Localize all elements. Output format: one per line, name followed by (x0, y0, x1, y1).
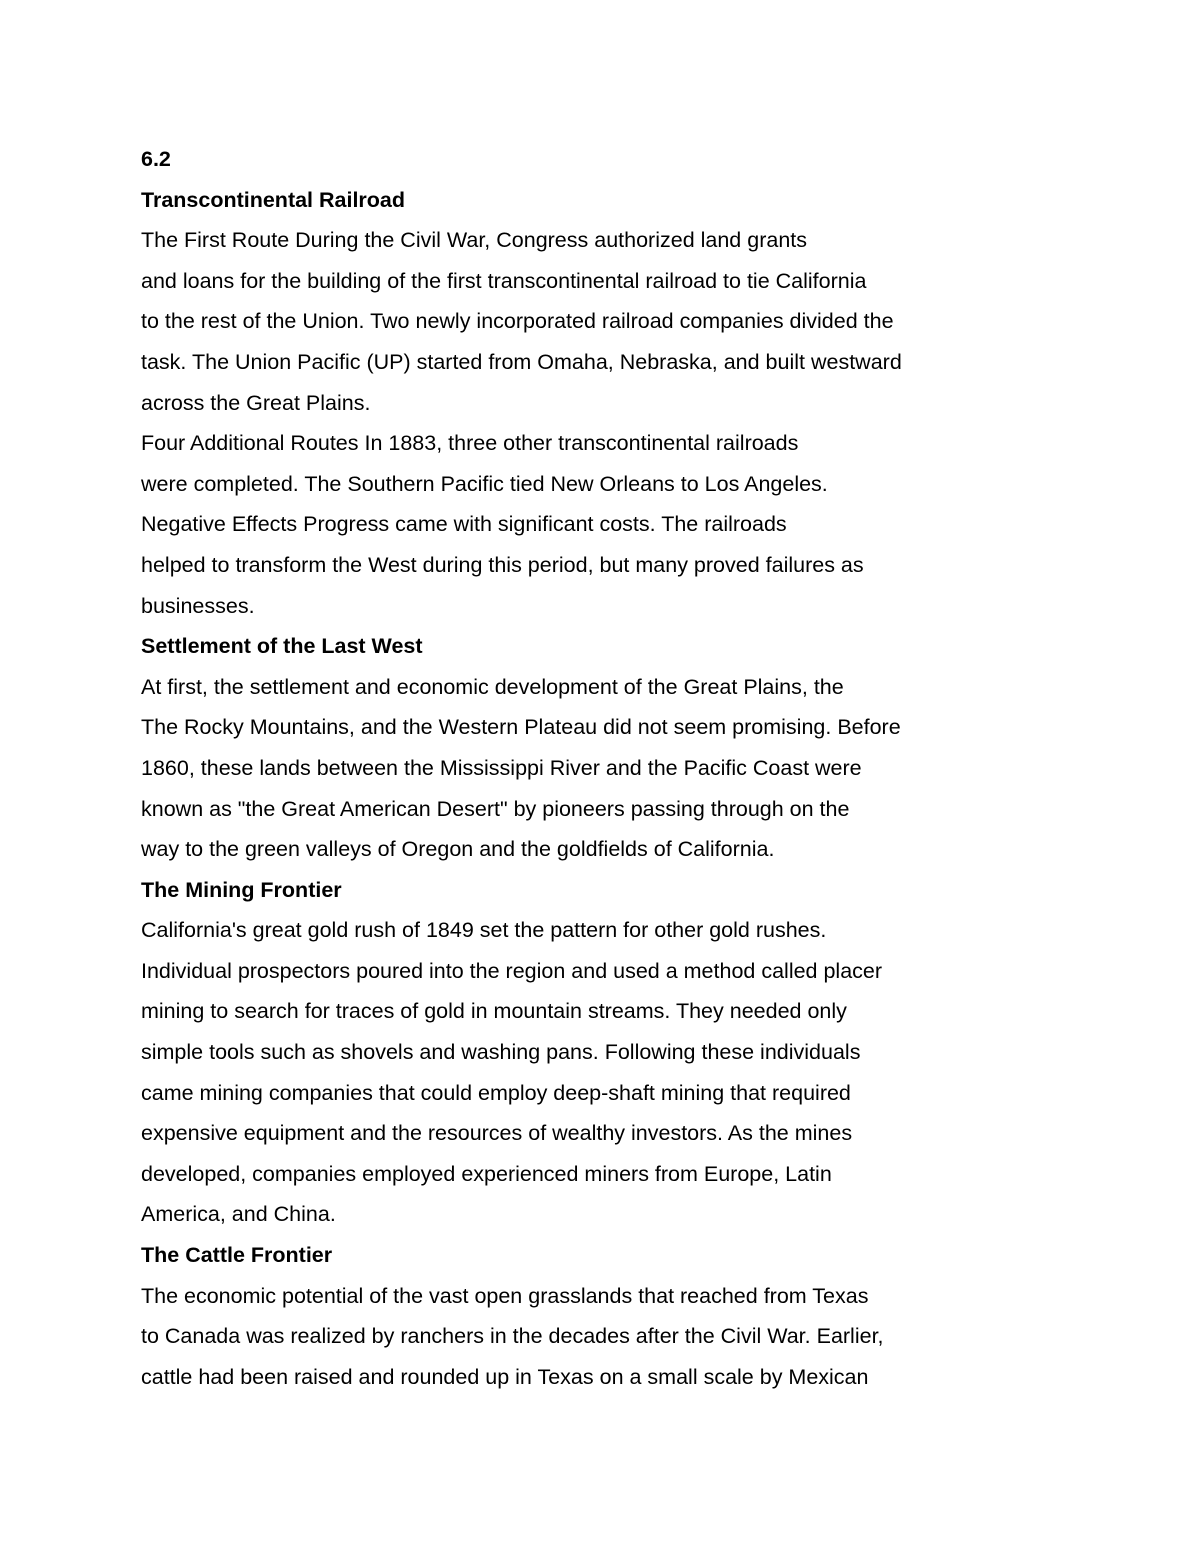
body-line: known as "the Great American Desert" by pioneers passing through on the (141, 796, 850, 821)
body-line: simple tools such as shovels and washing pans. Following these individuals (141, 1040, 861, 1065)
section-heading: Transcontinental Railroad (141, 187, 406, 212)
section-number: 6.2 (141, 147, 171, 171)
body-line: Individual prospectors poured into the region and used a method called placer (141, 958, 883, 983)
body-line: businesses. (141, 593, 255, 618)
body-line: The economic potential of the vast open grasslands that reached from Texas (141, 1283, 869, 1308)
body-line: Negative Effects Progress came with significant costs. The railroads (141, 512, 787, 537)
body-line: and loans for the building of the first transcontinental railroad to tie California (141, 268, 867, 293)
section-heading: Settlement of the Last West (141, 634, 423, 659)
body-line: The First Route During the Civil War, Congress authorized land grants (141, 228, 807, 253)
body-line: developed, companies employed experienced miners from Europe, Latin (141, 1161, 832, 1186)
body-line: were completed. The Southern Pacific tied New Orleans to Los Angeles. (141, 471, 828, 496)
section-settlement-last-west (141, 626, 1041, 870)
body-line: across the Great Plains. (141, 390, 371, 415)
body-line: Four Additional Routes In 1883, three other transcontinental railroads (141, 431, 799, 456)
body-line: The Rocky Mountains, and the Western Plateau did not seem promising. Before (141, 715, 901, 740)
document-page (141, 139, 1041, 1397)
section-heading: The Mining Frontier (141, 877, 342, 902)
body-line: mining to search for traces of gold in mountain streams. They needed only (141, 999, 847, 1024)
body-line: 1860, these lands between the Mississippi River and the Pacific Coast were (141, 755, 862, 780)
body-line: cattle had been raised and rounded up in Texas on a small scale by Mexican (141, 1364, 869, 1389)
body-line: way to the green valleys of Oregon and the goldfields of California. (141, 837, 775, 862)
body-line: expensive equipment and the resources of wealthy investors. As the mines (141, 1121, 853, 1146)
section-transcontinental-railroad (141, 180, 1041, 627)
body-line: California's great gold rush of 1849 set the pattern for other gold rushes. (141, 918, 827, 943)
section-cattle-frontier (141, 1235, 1041, 1397)
section-mining-frontier (141, 870, 1041, 1235)
body-line: helped to transform the West during this period, but many proved failures as (141, 552, 864, 577)
section-heading: The Cattle Frontier (141, 1243, 333, 1268)
body-line: At first, the settlement and economic development of the Great Plains, the (141, 674, 844, 699)
body-line: to the rest of the Union. Two newly incorporated railroad companies divided the (141, 309, 894, 334)
body-line: America, and China. (141, 1202, 336, 1227)
body-line: to Canada was realized by ranchers in the decades after the Civil War. Earlier, (141, 1324, 884, 1349)
body-line: came mining companies that could employ deep-shaft mining that required (141, 1080, 851, 1105)
body-line: task. The Union Pacific (UP) started from Omaha, Nebraska, and built westward (141, 349, 902, 374)
